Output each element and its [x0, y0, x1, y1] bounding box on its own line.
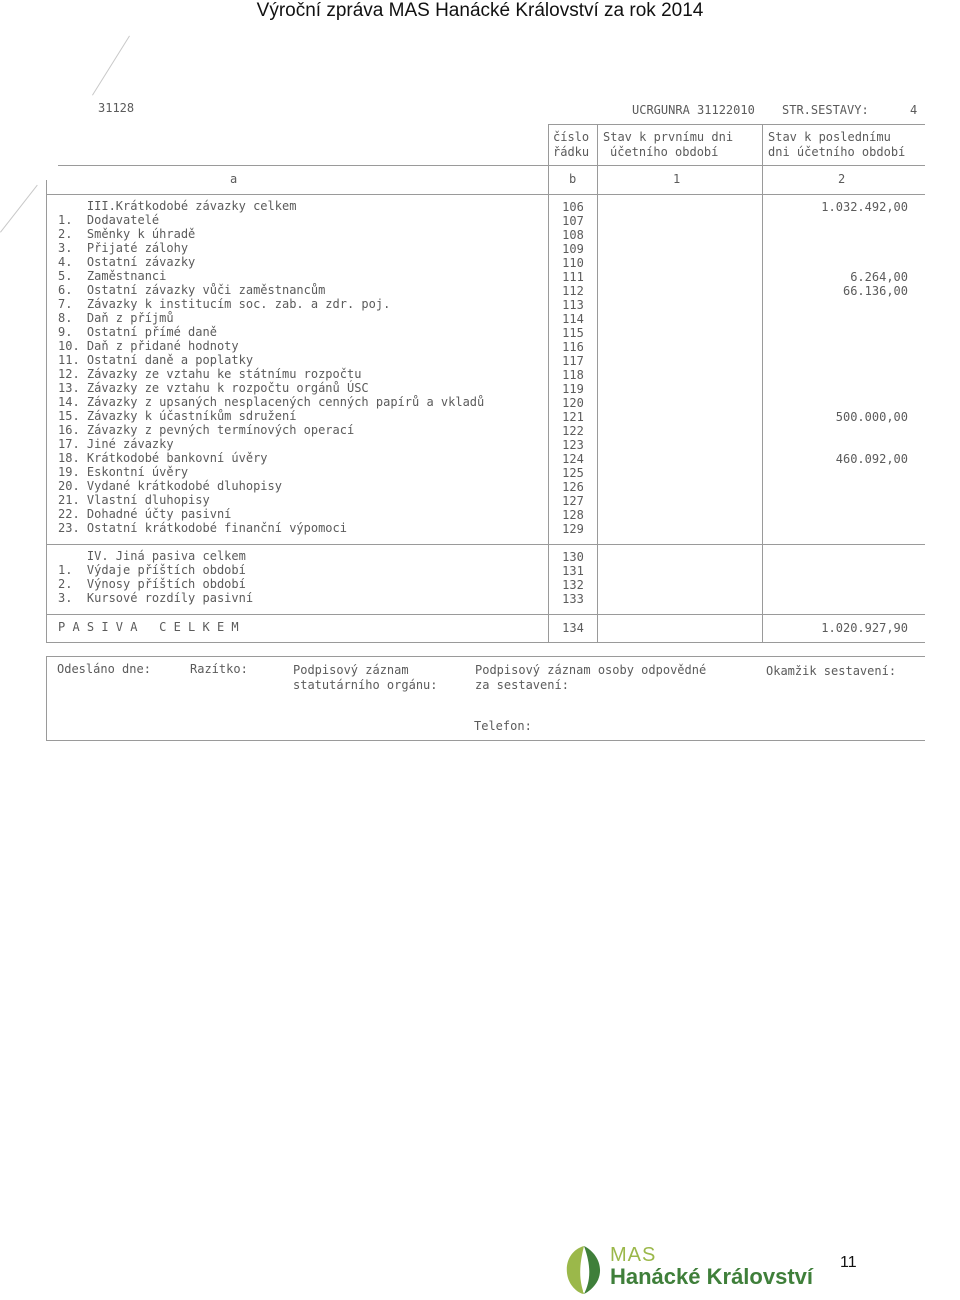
statutory-signature-label-2: statutárního orgánu:: [293, 678, 438, 692]
row-label: 9. Ostatní přímé daně: [58, 325, 217, 339]
row-number: 133: [562, 592, 584, 606]
statutory-signature-label-1: Podpisový záznam: [293, 663, 409, 677]
total-value: 1.020.927,90: [821, 621, 908, 635]
logo-mas-text: MAS: [610, 1244, 657, 1266]
row-label: 17. Jiné závazky: [58, 437, 174, 451]
row-number: 108: [562, 228, 584, 242]
row-number: 111: [562, 270, 584, 284]
row-label: 7. Závazky k institucím soc. zab. a zdr. poj.: [58, 297, 391, 311]
row-number: 120: [562, 396, 584, 410]
sheet-number: 4: [910, 103, 918, 117]
row-number: 132: [562, 578, 584, 592]
row-number: 110: [562, 256, 584, 270]
col-header-last-2: dni účetního období: [768, 145, 906, 159]
sent-date-label: Odesláno dne:: [57, 662, 151, 676]
row-value-end-of-period: 66.136,00: [842, 284, 908, 298]
row-label: 1. Dodavatelé: [58, 213, 160, 227]
row-number: 129: [562, 522, 584, 536]
row-label: 23. Ostatní krátkodobé finanční výpomoci: [58, 521, 347, 535]
row-label: 11. Ostatní daně a poplatky: [58, 353, 254, 367]
row-label: 13. Závazky ze vztahu k rozpočtu orgánů ÚSC: [58, 381, 369, 395]
col-letter-2: 2: [838, 172, 846, 186]
col-divider-1: [597, 124, 598, 642]
row-number: 117: [562, 354, 584, 368]
section-divider: [46, 544, 925, 545]
row-number: 125: [562, 466, 584, 480]
row-label: 12. Závazky ze vztahu ke státnímu rozpočtu: [58, 367, 362, 381]
row-label: 2. Výnosy příštích období: [58, 577, 246, 591]
responsible-signature-label-1: Podpisový záznam osoby odpovědné: [475, 663, 707, 677]
row-number: 127: [562, 494, 584, 508]
row-number: 128: [562, 508, 584, 522]
row-label: 3. Kursové rozdíly pasivní: [58, 591, 254, 605]
col-header-row-no-2: řádku: [553, 145, 590, 159]
row-number: 119: [562, 382, 584, 396]
col-letter-a: a: [230, 172, 238, 186]
row-number: 107: [562, 214, 584, 228]
total-label: P A S I V A C E L K E M: [58, 620, 239, 634]
scan-artifact-line: [0, 185, 38, 233]
letters-divider: [46, 194, 925, 195]
row-number: 123: [562, 438, 584, 452]
row-label: 2. Směnky k úhradě: [58, 227, 196, 241]
responsible-signature-label-2: za sestavení:: [475, 678, 569, 692]
col-letter-1: 1: [673, 172, 681, 186]
row-label: 5. Zaměstnanci: [58, 269, 167, 283]
signature-box-left: [46, 656, 47, 741]
total-divider-top: [46, 614, 925, 615]
row-label: 1. Výdaje příštích období: [58, 563, 246, 577]
document-header-title: Výroční zpráva MAS Hanácké Království za rok 2014: [256, 0, 704, 21]
page-number: 11: [840, 1254, 857, 1271]
col-header-row-no-1: číslo: [553, 130, 590, 144]
row-label: 19. Eskontní úvěry: [58, 465, 189, 479]
row-number: 121: [562, 410, 584, 424]
total-row-number: 134: [562, 621, 584, 635]
scan-code-left: 31128: [98, 101, 135, 115]
row-value-end-of-period: 460.092,00: [835, 452, 908, 466]
row-label: 10. Daň z přidané hodnoty: [58, 339, 239, 353]
row-number: 124: [562, 452, 584, 466]
phone-label: Telefon:: [474, 719, 532, 733]
sheet-label: STR.SESTAVY:: [782, 103, 869, 117]
table-top-border: [548, 124, 925, 125]
row-label: 4. Ostatní závazky: [58, 255, 196, 269]
row-label: 6. Ostatní závazky vůči zaměstnancům: [58, 283, 326, 297]
scan-code-right: UCRGUNRA 31122010: [632, 103, 755, 117]
row-number: 109: [562, 242, 584, 256]
row-label: 15. Závazky k účastníkům sdružení: [58, 409, 297, 423]
row-label: 3. Přijaté zálohy: [58, 241, 189, 255]
row-value-end-of-period: 6.264,00: [850, 270, 908, 284]
total-divider-bottom: [46, 642, 925, 643]
leaf-logo-icon: [562, 1242, 606, 1296]
col-header-last-1: Stav k poslednímu: [768, 130, 891, 144]
row-number: 131: [562, 564, 584, 578]
row-value-end-of-period: 500.000,00: [835, 410, 908, 424]
row-label: 14. Závazky z upsaných nesplacených cenných papírů a vkladů: [58, 395, 485, 409]
row-label: 21. Vlastní dluhopisy: [58, 493, 210, 507]
compilation-moment-label: Okamžik sestavení:: [766, 664, 897, 678]
row-label: 22. Dohadné účty pasivní: [58, 507, 232, 521]
row-number: 106: [562, 200, 584, 214]
row-number: 118: [562, 368, 584, 382]
col-letter-b: b: [569, 172, 577, 186]
row-label: 18. Krátkodobé bankovní úvěry: [58, 451, 268, 465]
row-number: 112: [562, 284, 584, 298]
col-divider-b: [548, 124, 549, 642]
col-header-first-2: účetního období: [610, 145, 719, 159]
row-number: 114: [562, 312, 584, 326]
row-number: 113: [562, 298, 584, 312]
scan-artifact-line: [92, 36, 130, 96]
row-label: 20. Vydané krátkodobé dluhopisy: [58, 479, 282, 493]
stamp-label: Razítko:: [190, 662, 248, 676]
row-label: 16. Závazky z pevných termínových operací: [58, 423, 355, 437]
row-number: 130: [562, 550, 584, 564]
table-left-border: [46, 180, 47, 642]
signature-box-top: [46, 656, 925, 657]
row-label: 8. Daň z příjmů: [58, 311, 174, 325]
row-number: 115: [562, 326, 584, 340]
logo-name-text: Hanácké Království: [610, 1264, 813, 1289]
row-value-end-of-period: 1.032.492,00: [821, 200, 908, 214]
signature-box-bottom: [46, 740, 925, 741]
mas-logo: [562, 1242, 822, 1298]
col-header-first-1: Stav k prvnímu dni: [603, 130, 734, 144]
row-label: III.Krátkodobé závazky celkem: [58, 199, 297, 213]
row-number: 116: [562, 340, 584, 354]
row-number: 126: [562, 480, 584, 494]
header-divider: [58, 165, 925, 166]
row-label: IV. Jiná pasiva celkem: [58, 549, 246, 563]
row-number: 122: [562, 424, 584, 438]
